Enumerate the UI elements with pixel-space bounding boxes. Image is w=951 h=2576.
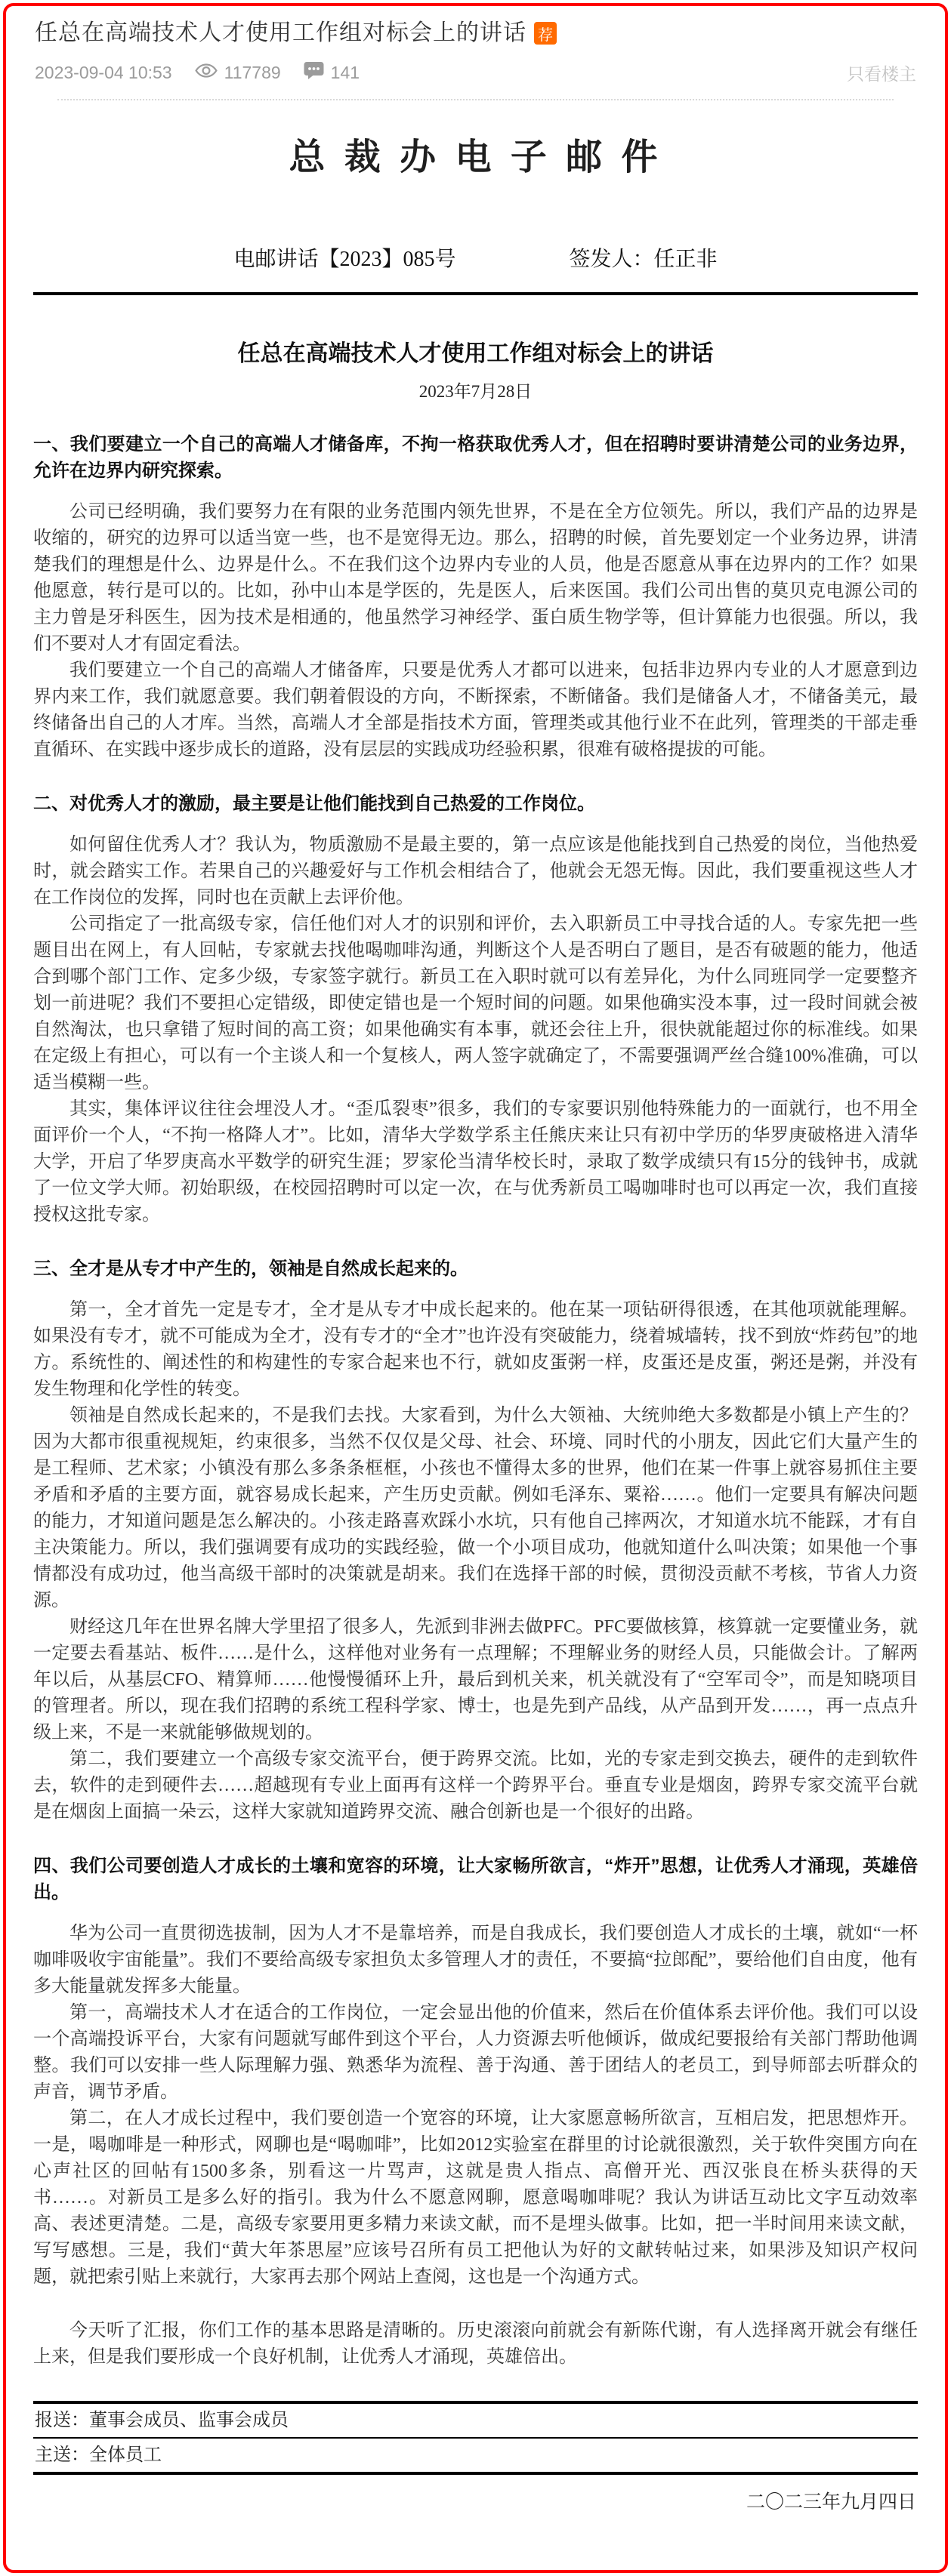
email-masthead: 总 裁 办 电 子 邮 件 xyxy=(289,137,662,177)
section-4-paragraph-2: 第一，高端技术人才在适合的工作岗位，一定会显出他的价值来，然后在价值体系去评价他。我们可以设一个高端投诉平台，大家有问题就写邮件到这个平台，人力资源去听他倾诉，做成纪要报给有关部门帮助他调整。我们可以安排一些人际理解力强、熟悉华为流程、善于沟通、善于团结人的老员工，到导师部去听群众的声音，调节矛盾。 xyxy=(33,2003,918,2102)
section-1-paragraph-1: 公司已经明确，我们要努力在有限的业务范围内领先世界，不是在全方位领先。所以，我们产品的边界是收缩的，研究的边界可以适当宽一些，也不是宽得无边。那么，招聘的时候，首先要划定一个业务边界，讲清楚我们的理想是什么、边界是什么。不在我们这个边界内专业的人员，他是否愿意从事在边界内的工作？如果他愿意，转行是可以的。比如，孙中山本是学医的，先是医人，后来医国。我们公司出售的莫贝克电源公司的主力曾是牙科医生，因为技术是相通的，他虽然学习神经学、蛋白质生物学等，但计算能力也很强。所以，我们不要对人才有固定看法。 xyxy=(33,502,918,654)
section-2-paragraph-3: 其实，集体评议往往会埋没人才。“歪瓜裂枣”很多，我们的专家要识别他特殊能力的一面就行，也不用全面评价一个人，“不拘一格降人才”。比如，清华大学数学系主任熊庆来让只有初中学历的华罗庚破格进入清华大学，开启了华罗庚高水平数学的研究生涯；罗家伦当清华校长时，录取了数学成绩只有15分的钱钟书，成就了一位文学大师。初始职级，在校园招聘时可以定一次，在与优秀新员工喝咖啡时也可以再定一次，我们直接授权这批专家。 xyxy=(33,1099,918,1225)
dotted-divider xyxy=(57,99,894,100)
comment-count: 141 xyxy=(330,63,360,82)
section-3-paragraph-1: 第一，全才首先一定是专才，全才是从专才中成长起来的。他在某一项钻研得很透，在其他项就能理解。如果没有专才，就不可能成为全才，没有专才的“全才”也许没有突破能力，绕着城墙转，找不到放“炸药包”的地方。系统性的、阐述性的和构建性的专家合起来也不行，就如皮蛋粥一样，皮蛋还是皮蛋，粥还是粥，并没有发生物理和化学性的转变。 xyxy=(33,1300,918,1399)
send-to-line: 主送：全体员工 xyxy=(35,2445,162,2465)
only-op-button[interactable]: 只看楼主 xyxy=(847,64,916,84)
issue-date: 二〇二三年九月四日 xyxy=(746,2492,916,2513)
comment-count-stat xyxy=(304,61,360,85)
post-timestamp: 2023-09-04 10:53 xyxy=(35,63,172,82)
forum-header xyxy=(6,6,945,100)
footer-rule-bottom xyxy=(33,2472,918,2475)
view-count-stat xyxy=(195,63,281,83)
section-2-paragraph-1: 如何留住优秀人才？我认为，物质激励不是最主要的，第一点应该是他能找到自己热爱的岗位，当他热爱时，就会踏实工作。若果自己的兴趣爱好与工作机会相结合了，他就会无怨无悔。因此，我们要重视这些人才在工作岗位的发挥，同时也在贡献上去评价他。 xyxy=(33,835,918,907)
masthead-rule xyxy=(33,292,918,295)
section-1 xyxy=(33,431,918,763)
email-document xyxy=(6,135,945,2514)
article-date: 2023年7月28日 xyxy=(418,382,533,401)
section-3-paragraph-4: 第二，我们要建立一个高级专家交流平台，便于跨界交流。比如，光的专家走到交换去，硬件的走到软件去，软件的走到硬件去……超越现有专业上面再有这样一个跨界平台。垂直专业是烟囱，跨界专家交流平台就是在烟囱上面搞一朵云，这样大家就知道跨界交流、融合创新也是一个很好的出路。 xyxy=(33,1749,918,1822)
section-1-paragraph-2: 我们要建立一个自己的高端人才储备库，只要是优秀人才都可以进来，包括非边界内专业的人才愿意到边界内来工作，我们就愿意要。我们朝着假设的方向，不断探索，不断储备。我们是储备人才，不储备美元，最终储备出自己的人才库。当然，高端人才全部是指技术方面，管理类或其他行业不在此列，管理类的干部走垂直循环、在实践中逐步成长的道路，没有层层的实践成功经验积累，很难有破格提拔的可能。 xyxy=(33,661,918,760)
email-refline xyxy=(33,242,918,273)
post-meta-row xyxy=(35,60,916,85)
view-count: 117789 xyxy=(224,63,281,82)
section-2 xyxy=(33,790,918,1228)
section-3-paragraph-2: 领袖是自然成长起来的，不是我们去找。大家看到，为什么大领袖、大统帅绝大多数都是小镇上产生的？因为大都市很重视规矩，约束很多，当然不仅仅是父母、社会、环境、同时代的小朋友，因此它们大量产生的是工程师、艺术家；小镇没有那么多条条框框，小孩也不懂得太多的世界，他们在某一件事上就容易抓住主要矛盾和矛盾的主要方面，就容易成长起来，产生历史贡献。例如毛泽东、粟裕……。他们一定要具有解决问题的能力，才知道问题是怎么解决的。小孩走路喜欢踩小水坑，只有他自己摔两次，才知道水坑不能踩，才有自主决策能力。所以，我们强调要有成功的实践经验，做一个小项目成功，他就知道什么叫决策；如果他一个事情都没有成功过，他当高级干部时的决策就是胡来。我们在选择干部的时候，贯彻没贡献不考核，节省人力资源。 xyxy=(33,1406,918,1610)
section-3-heading: 三、全才是从专才中产生的，领袖是自然成长起来的。 xyxy=(33,1259,468,1279)
signer: 签发人：任正非 xyxy=(569,248,718,271)
section-2-paragraph-2: 公司指定了一批高级专家，信任他们对人才的识别和评价，去入职新员工中寻找合适的人。专家先把一些题目出在网上，有人回帖，专家就去找他喝咖啡沟通，判断这个人是否明白了题目，是否有破题的能力，他适合到哪个部门工作、定多少级，专家签字就行。新员工在入职时就可以有差异化，为什么同班同学一定要整齐划一前进呢？我们不要担心定错级，即使定错也是一个短时间的问题。如果他确实没本事，过一段时间就会被自然淘汰，也只拿错了短时间的高工资；如果他确实有本事，就还会往上升，很快就能超过你的标准线。如果在定级上有担心，可以有一个主谈人和一个复核人，两人签字就确定了，不需要强调严丝合缝100%准确，可以适当模糊一些。 xyxy=(33,914,918,1092)
closing-paragraph: 今天听了汇报，你们工作的基本思路是清晰的。历史滚滚向前就会有新陈代谢，有人选择离开就会有继任上来，但是我们要形成一个良好机制，让优秀人才涌现，英雄倍出。 xyxy=(33,2321,918,2367)
article-title: 任总在高端技术人才使用工作组对标会上的讲话 xyxy=(237,341,714,366)
post-page xyxy=(3,3,948,2573)
post-title: 任总在高端技术人才使用工作组对标会上的讲话 xyxy=(35,20,526,45)
section-1-heading: 一、我们要建立一个自己的高端人才储备库，不拘一格获取优秀人才，但在招聘时要讲清楚公司的业务边界，允许在边界内研究探索。 xyxy=(33,434,918,481)
eye-icon xyxy=(195,63,218,83)
section-4-paragraph-3: 第二，在人才成长过程中，我们要创造一个宽容的环境，让大家愿意畅所欲言，互相启发，把思想炸开。一是，喝咖啡是一种形式，网聊也是“喝咖啡”，比如2012实验室在群里的讨论就很激烈，关于软件突围方向在心声社区的回帖有1500多条，别看这一片骂声，这就是贵人指点、高僧开光、西汉张良在桥头获得的天书……。对新员工是多么好的指引。我为什么不愿意网聊，愿意喝咖啡呢？我认为讲话互动比文字互动效率高、表述更清楚。二是，高级专家要用更多精力来读文献，而不是埋头做事。比如，把一半时间用来读文献，写写感想。三是，我们“黄大年茶思屋”应该号召所有员工把他认为好的文献转帖过来，如果涉及知识产权问题，就把索引贴上来就行，大家再去那个网站上查阅，这也是一个沟通方式。 xyxy=(33,2109,918,2287)
section-4 xyxy=(33,1853,918,2291)
section-4-paragraph-1: 华为公司一直贯彻选拔制，因为人才不是靠培养，而是自我成长，我们要创造人才成长的土壤，就如“一杯咖啡吸收宇宙能量”。我们不要给高级专家担负太多管理人才的责任，不要搞“拉郎配”，要给他们自由度，他有多大能量就发挥多大能量。 xyxy=(33,1924,918,1996)
doc-number: 电邮讲话【2023】085号 xyxy=(233,248,456,271)
section-3-paragraph-3: 财经这几年在世界名牌大学里招了很多人，先派到非洲去做PFC。PFC要做核算，核算就一定要懂业务，就一定要去看基站、板件……是什么，这样他对业务有一点理解；不理解业务的财经人员，只能做会计。了解两年以后，从基层CFO、精算师……他慢慢循环上升，最后到机关来，机关就没有了“空军司令”，而是知晓项目的管理者。所以，现在我们招聘的系统工程科学家、博士，也是先到产品线，从产品到开发……，再一点点升级上来，不是一来就能够做规划的。 xyxy=(33,1617,918,1742)
section-2-heading: 二、对优秀人才的激励，最主要是让他们能找到自己热爱的工作岗位。 xyxy=(33,793,595,814)
recommended-badge: 荐 xyxy=(534,22,557,45)
section-3 xyxy=(33,1256,918,1826)
email-footer xyxy=(33,2401,918,2514)
article-body xyxy=(33,431,918,2371)
post-title-row xyxy=(35,18,916,48)
report-to-line: 报送：董事会成员、监事会成员 xyxy=(35,2411,289,2430)
comment-bubble-icon xyxy=(304,61,324,85)
section-4-heading: 四、我们公司要创造人才成长的土壤和宽容的环境，让大家畅所欲言，“炸开”思想，让优秀人才涌现，英雄倍出。 xyxy=(33,1856,918,1903)
